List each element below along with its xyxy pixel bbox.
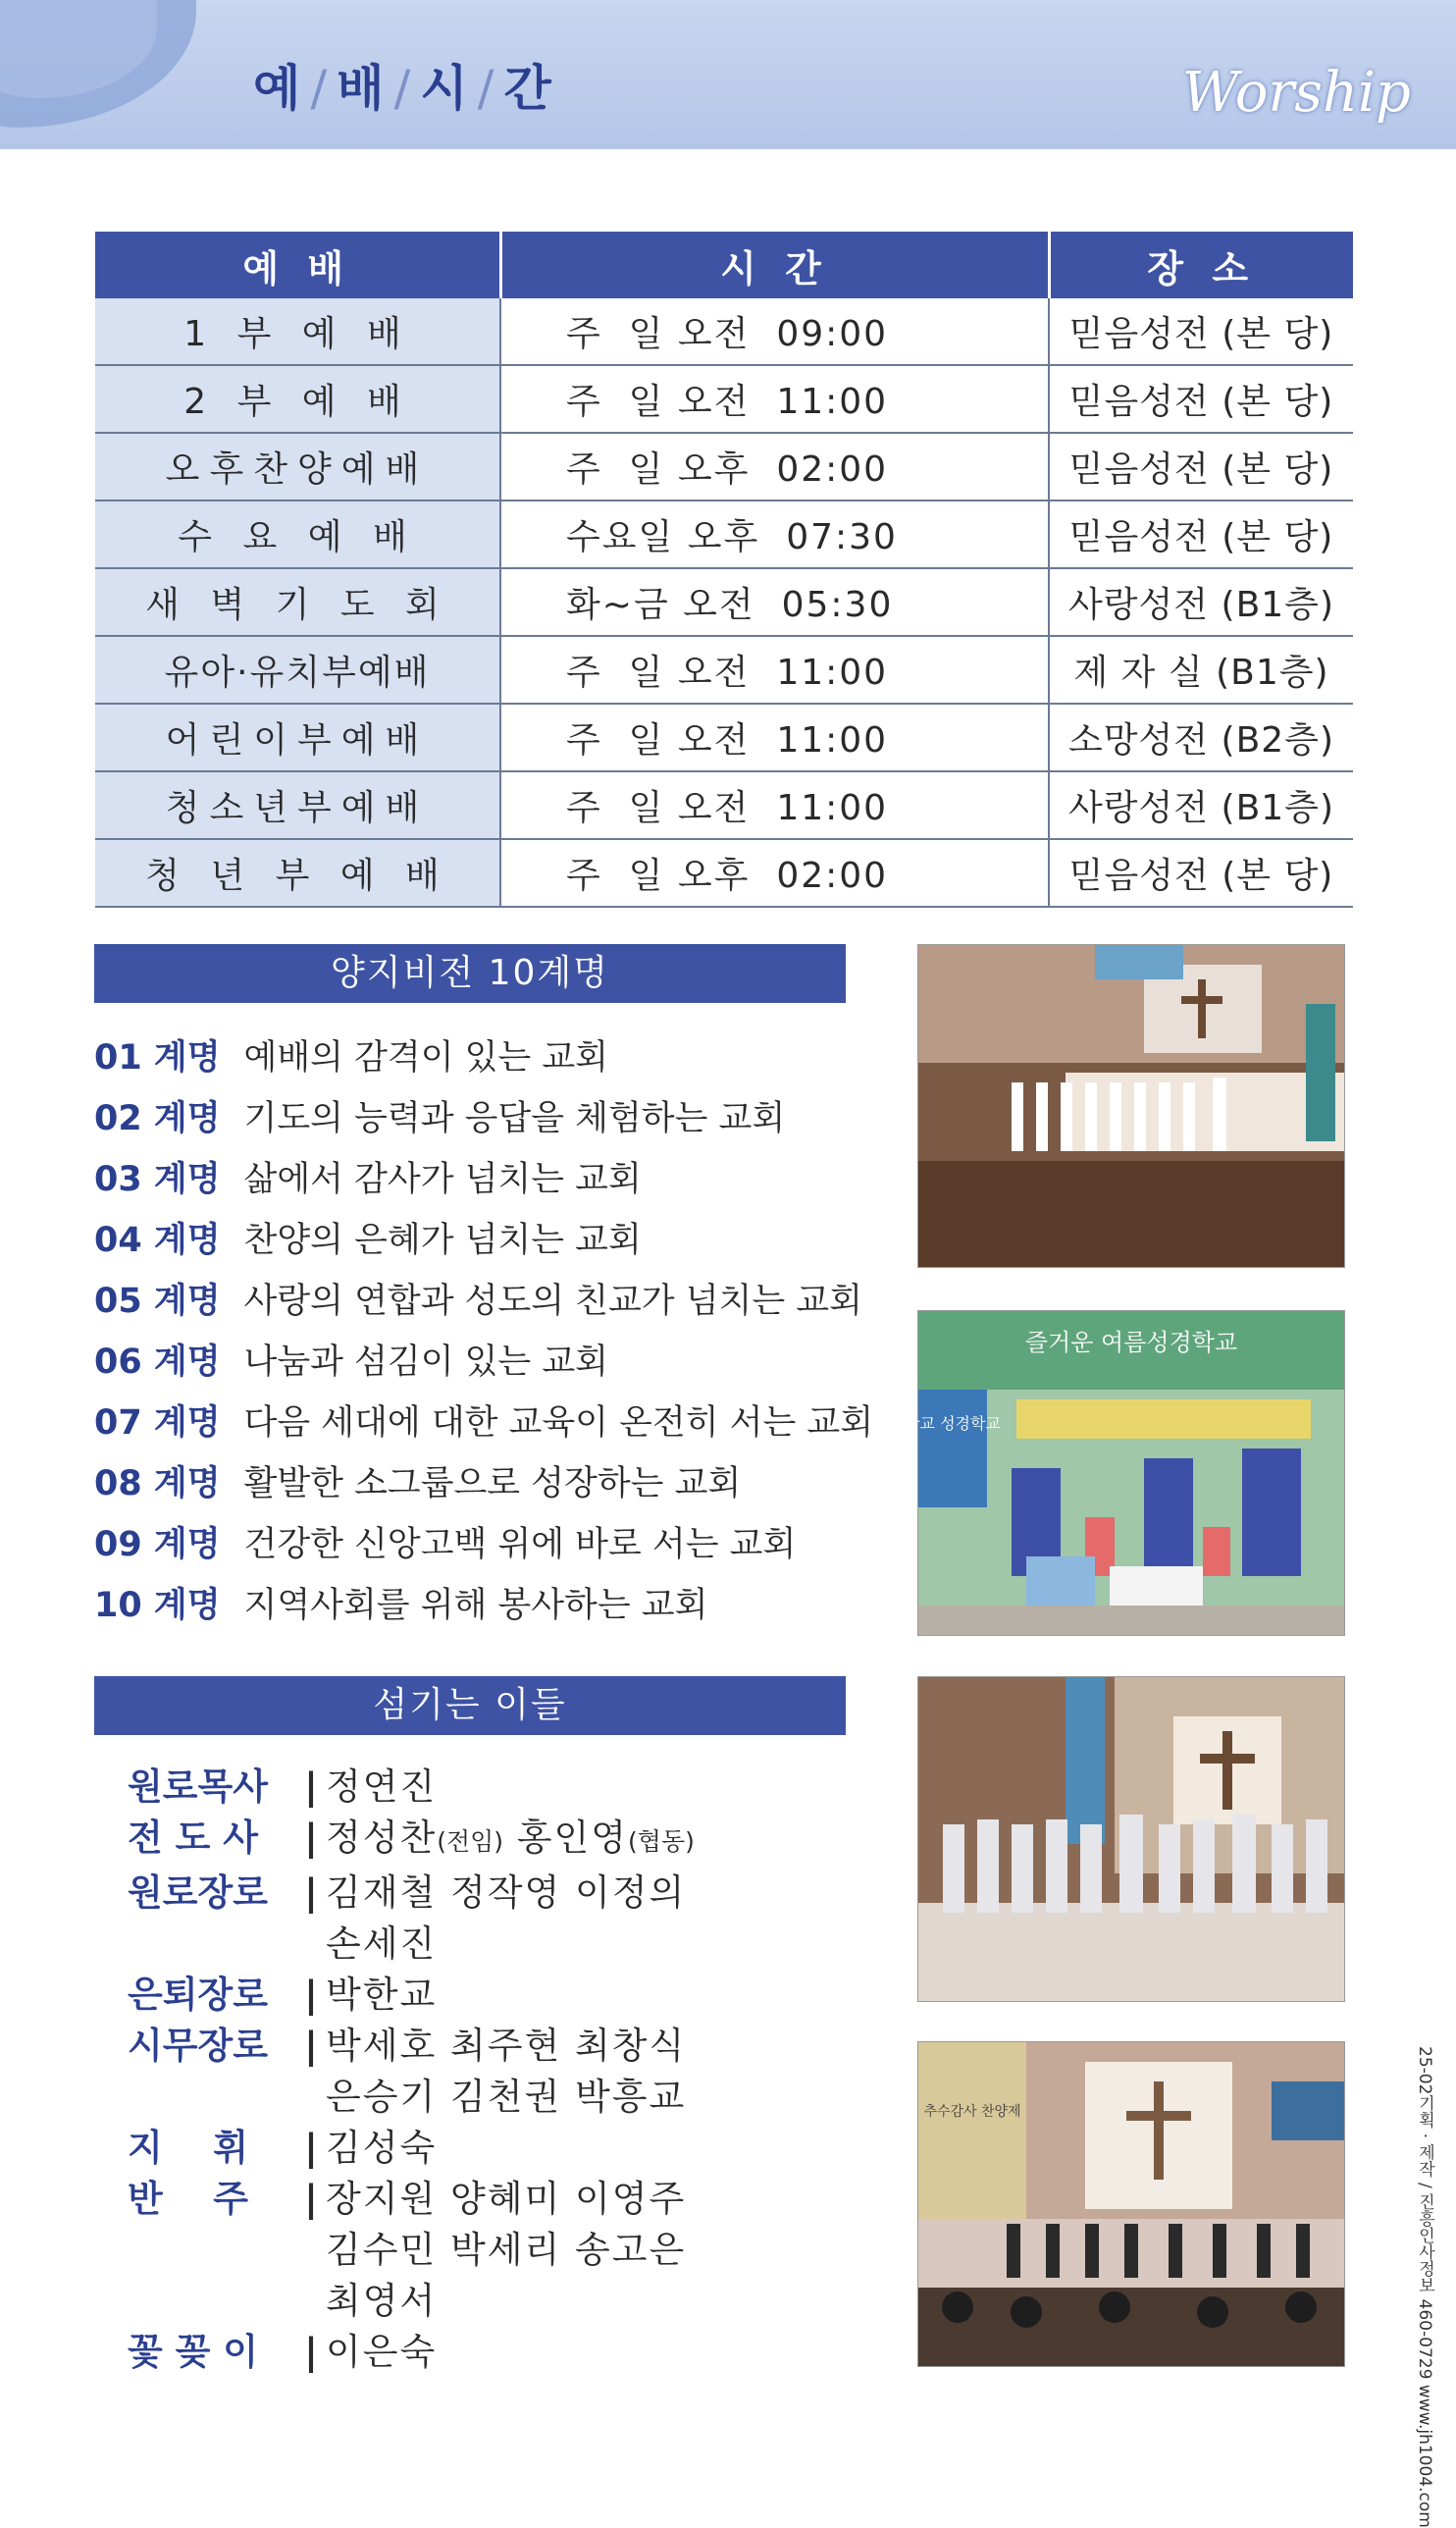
list-item [94, 1030, 879, 1091]
vision-text: 삶에서 감사가 넘치는 교회 [243, 1160, 642, 1199]
worship-place: 믿음성전 (본 당) [1049, 839, 1353, 907]
worship-place: 믿음성전 (본 당) [1049, 298, 1353, 365]
table-row [95, 636, 1353, 704]
vision-text: 다음 세대에 대한 교육이 온전히 서는 교회 [243, 1403, 874, 1443]
worship-name: 청 년 부 예 배 [95, 839, 500, 907]
staff-name-line: 박한교 [326, 1974, 438, 2016]
table-row [95, 568, 1353, 636]
staff-role: 원로장로 [128, 1871, 268, 1914]
staff-role: 원로목사 [128, 1765, 268, 1808]
separator: | [304, 1765, 318, 1808]
vision-number: 06 계명 [94, 1343, 221, 1382]
vision-text: 사랑의 연합과 성도의 친교가 넘치는 교회 [243, 1282, 862, 1321]
worship-place: 제 자 실 (B1층) [1049, 636, 1353, 704]
staff-role: 꽃 꽂 이 [128, 2331, 258, 2373]
staff-row [128, 1762, 757, 1813]
staff-name-line: 최영서 [326, 2280, 438, 2322]
photo-choir-image [918, 945, 1344, 1267]
worship-place: 믿음성전 (본 당) [1049, 365, 1353, 433]
vision-number: 04 계명 [94, 1221, 221, 1260]
list-item [94, 1578, 879, 1639]
separator: | [304, 2331, 318, 2373]
staff-name-line: 김수민 박세리 송고은 [326, 2229, 687, 2271]
staff-section-title: 섬기는 이들 [94, 1676, 846, 1735]
poster-text: 추수감사 찬양제 [923, 2104, 1021, 2120]
worship-name: 1 부 예 배 [95, 298, 500, 365]
separator: | [304, 2127, 318, 2169]
table-row [95, 771, 1353, 839]
staff-name-line: 김재철 정작영 이정의 [326, 1871, 687, 1914]
staff-names [326, 2021, 757, 2123]
table-row [95, 365, 1353, 433]
photo-thanksgiving-praise [917, 2041, 1345, 2367]
worship-name: 새 벽 기 도 회 [95, 568, 500, 636]
vision-text: 지역사회를 위해 봉사하는 교회 [243, 1586, 708, 1625]
staff-name-line: 손세진 [326, 1922, 438, 1965]
staff-role: 전 도 사 [128, 1817, 258, 1859]
staff-name-line: 박세호 최주현 최창식 [326, 2025, 687, 2067]
table-row [95, 704, 1353, 771]
vision-text: 건강한 신앙고백 위에 바로 서는 교회 [243, 1525, 797, 1564]
worship-name: 청소년부예배 [95, 771, 500, 839]
list-item [94, 1213, 879, 1274]
vision-number: 08 계명 [94, 1464, 221, 1503]
staff-role: 은퇴장로 [128, 1974, 268, 2016]
worship-name: 오후찬양예배 [95, 433, 500, 500]
worship-place: 믿음성전 (본 당) [1049, 433, 1353, 500]
photo-vbs-image [905, 1311, 1344, 1635]
worship-time: 수요일 오후 07:30 [500, 500, 1049, 568]
staff-names [326, 2327, 757, 2378]
vision-number: 09 계명 [94, 1525, 221, 1564]
worship-time: 주 일 오전 11:00 [500, 771, 1049, 839]
vision-text: 기도의 능력과 응답을 체험하는 교회 [243, 1099, 786, 1138]
staff-name-line: 김성숙 [326, 2127, 438, 2169]
vision-text: 예배의 감격이 있는 교회 [243, 1038, 608, 1078]
staff-role: 반 주 [128, 2178, 249, 2220]
staff-role: 시무장로 [128, 2025, 268, 2067]
staff-name: 정성찬 [326, 1817, 438, 1859]
photo-choir-performance [917, 1676, 1345, 2002]
photo-choir-robes-image [918, 1677, 1344, 2001]
list-item [94, 1456, 879, 1517]
column-header-worship: 예 배 [95, 232, 500, 298]
staff-row [128, 2123, 757, 2174]
worship-place: 사랑성전 (B1층) [1049, 568, 1353, 636]
list-item [94, 1091, 879, 1152]
table-row [95, 839, 1353, 907]
staff-names [326, 2174, 757, 2327]
worship-time: 주 일 오전 09:00 [500, 298, 1049, 365]
photo-thanksgiving-image [918, 2042, 1344, 2366]
print-credit: 25-02기획 · 제작 / 진흥인사정보 460-0729 www.jh1004.com [1415, 2046, 1434, 2528]
list-item [94, 1274, 879, 1335]
page-title: 예/배/시/간 [253, 60, 557, 117]
vision-number: 07 계명 [94, 1403, 221, 1443]
worship-time: 화~금 오전 05:30 [500, 568, 1049, 636]
photo-summer-bible-school [905, 1310, 1345, 1636]
staff-note: (전임) [437, 1827, 504, 1856]
staff-role: 지 휘 [128, 2127, 249, 2169]
worship-schedule-table [95, 232, 1353, 908]
table-header-row [95, 232, 1353, 298]
vision-text: 나눔과 섬김이 있는 교회 [243, 1343, 608, 1382]
staff-row [128, 1813, 757, 1868]
vbs-banner-text: 즐거운 여름성경학교 [1024, 1329, 1238, 1356]
vision-section-title: 양지비전 10계명 [94, 944, 846, 1003]
worship-time: 주 일 오전 11:00 [500, 636, 1049, 704]
list-item [94, 1396, 879, 1456]
vbs-side-banner-text: 학교 성경학교 [905, 1414, 1001, 1433]
staff-name-line: 이은숙 [326, 2331, 438, 2373]
staff-name-line: 은승기 김천권 박흥교 [326, 2076, 687, 2118]
vision-number: 02 계명 [94, 1099, 221, 1138]
header-band [0, 0, 1456, 149]
worship-name: 어린이부예배 [95, 704, 500, 771]
separator: | [304, 1974, 318, 2016]
column-header-place: 장 소 [1049, 232, 1353, 298]
worship-time: 주 일 오후 02:00 [500, 839, 1049, 907]
staff-row [128, 2174, 757, 2327]
vision-text: 활발한 소그룹으로 성장하는 교회 [243, 1464, 742, 1503]
worship-name: 2 부 예 배 [95, 365, 500, 433]
staff-names [326, 2123, 757, 2174]
worship-time: 주 일 오전 11:00 [500, 704, 1049, 771]
list-item [94, 1335, 879, 1396]
worship-name: 유아·유치부예배 [95, 636, 500, 704]
staff-names [326, 1762, 757, 1813]
staff-row [128, 2327, 757, 2378]
staff-row [128, 1970, 757, 2021]
vision-number: 01 계명 [94, 1038, 221, 1078]
worship-place: 믿음성전 (본 당) [1049, 500, 1353, 568]
table-row [95, 500, 1353, 568]
worship-time: 주 일 오전 11:00 [500, 365, 1049, 433]
staff-note: (협동) [628, 1827, 695, 1856]
table-row [95, 433, 1353, 500]
staff-name: 홍인영 [503, 1817, 629, 1859]
separator: | [304, 2025, 318, 2067]
list-item [94, 1152, 879, 1213]
separator: | [304, 1871, 318, 1914]
separator: | [304, 1817, 318, 1859]
staff-row [128, 1868, 757, 1970]
worship-name: 수 요 예 배 [95, 500, 500, 568]
vision-number: 10 계명 [94, 1586, 221, 1625]
english-title: Worship [1182, 61, 1411, 125]
vision-number: 05 계명 [94, 1282, 221, 1321]
list-item [94, 1517, 879, 1578]
staff-names [326, 1970, 757, 2021]
column-header-time: 시 간 [500, 232, 1049, 298]
staff-name-line: 장지원 양혜미 이영주 [326, 2178, 687, 2220]
staff-row [128, 2021, 757, 2123]
photo-choir-sanctuary [917, 944, 1345, 1268]
table-row [95, 298, 1353, 365]
staff-name-line: 정연진 [326, 1765, 438, 1808]
staff-list [128, 1762, 757, 2378]
worship-place: 사랑성전 (B1층) [1049, 771, 1353, 839]
vision-number: 03 계명 [94, 1160, 221, 1199]
separator: | [304, 2178, 318, 2220]
vision-list [94, 1030, 879, 1639]
staff-names [326, 1813, 757, 1868]
worship-time: 주 일 오후 02:00 [500, 433, 1049, 500]
vision-text: 찬양의 은혜가 넘치는 교회 [243, 1221, 642, 1260]
worship-place: 소망성전 (B2층) [1049, 704, 1353, 771]
staff-names [326, 1868, 757, 1970]
